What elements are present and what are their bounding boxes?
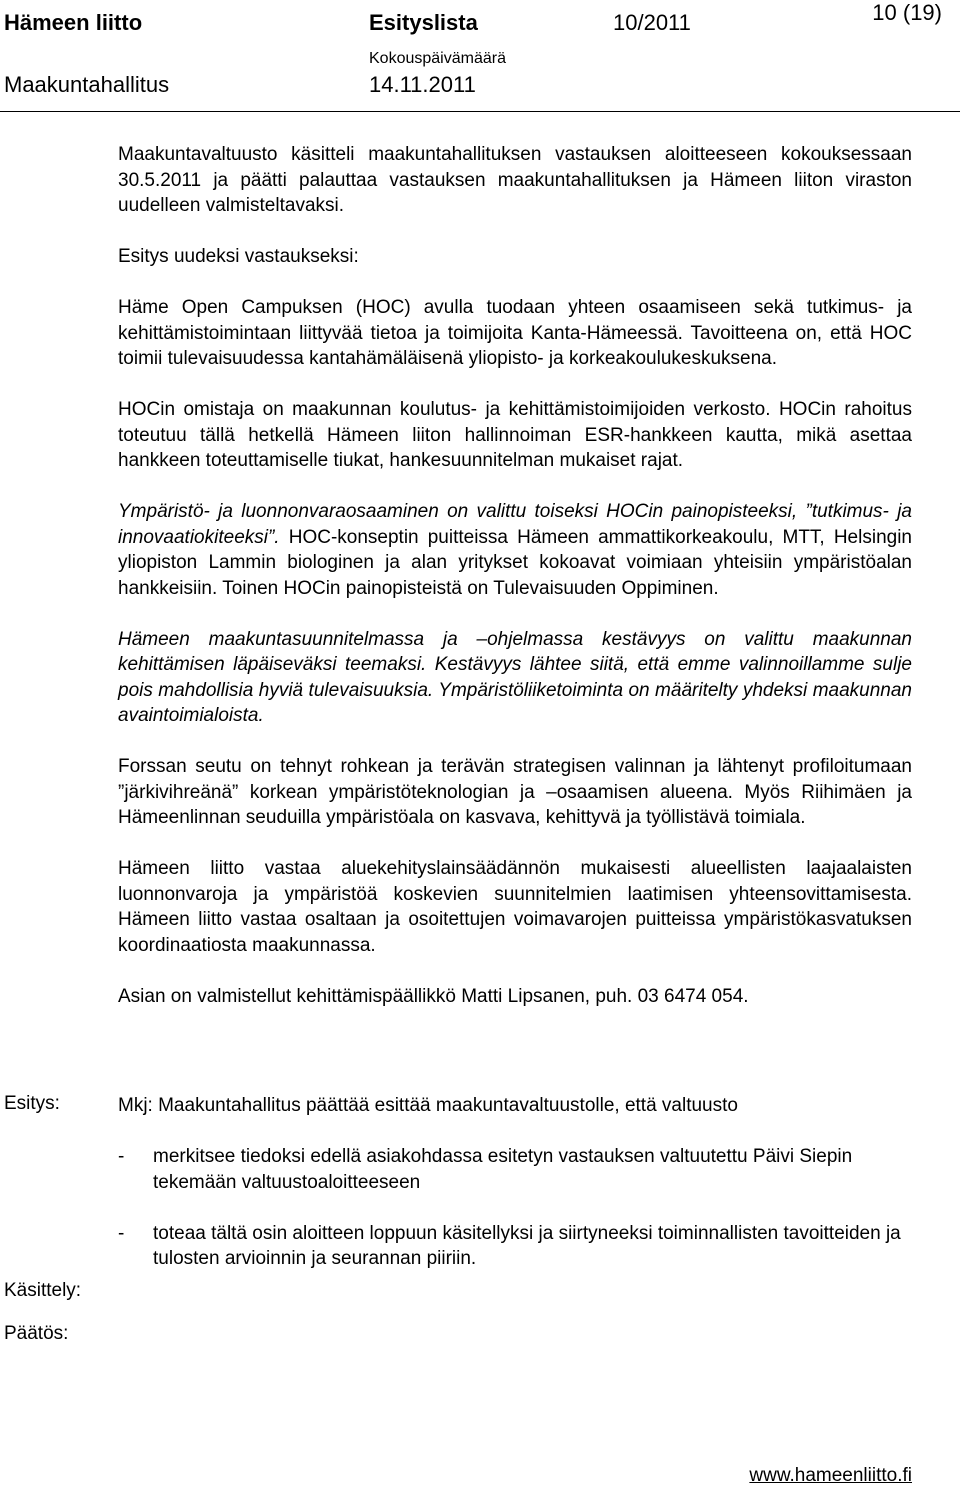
document-number: 10/2011 [613,10,691,35]
page-number: 10 (19) [872,0,942,25]
paragraph-council-handling: Maakuntavaltuusto käsitteli maakuntahallituksen vastauksen aloitteeseen kokouksessaan 30.5.2011 ja päätti palauttaa vastauksen maakuntahallituksen ja Hämeen liiton viraston uudelleen valmisteltavaksi. [118,144,912,216]
paragraph-hoc-intro: Häme Open Campuksen (HOC) avulla tuodaan yhteen osaamiseen sekä tutkimus- ja kehittämistoimintaan liittyvää tietoa ja toimijoita Kanta-Hämeessä. Tavoitteena on, että HOC toimii tulevaisuudessa kantahämäläisenä yliopisto- ja korkeakoulukeskuksena. [118,297,912,369]
organization-name: Hämeen liitto [4,10,143,35]
paragraph-hameen-liitto-role: Hämeen liitto vastaa aluekehityslainsäädännön mukaisesti alueellisten laajaalaisten luonnonvaroja ja ympäristöä koskevien suunnitelmien laatimisen yhteensovittamisesta. Hämeen liitto vastaa osaltaan ja osoitettujen voimavarojen puitteissa ympäristökasvatuksen koordinaatiosta maakunnassa. [118,858,912,956]
list-dash: - [118,1146,125,1167]
body-text [118,142,912,1035]
paragraph-proposal-heading: Esitys uudeksi vastaukseksi: [118,246,359,267]
list-dash: - [118,1222,125,1244]
paragraph-hoc-focus [118,499,912,601]
meeting-date: 14.11.2011 [369,72,476,97]
decision-label: Päätös: [4,1323,69,1344]
list-item-text: toteaa tältä osin aloitteen loppuun käsitellyksi ja siirtyneeksi toiminnallisten tavoitteiden ja tulosten arvioinnin ja seurannan piiriin. [153,1222,901,1269]
handling-label: Käsittely: [4,1280,82,1301]
proposal-label: Esitys: [4,1093,60,1114]
paragraph-preparer: Asian on valmistellut kehittämispäällikkö Matti Lipsanen, puh. 03 6474 054. [118,985,749,1007]
paragraph-sustainability: Hämeen maakuntasuunnitelmassa ja –ohjelmassa kestävyys on valittu maakunnan kehittämisen läpäiseväksi teemaksi. Kestävyys lähtee siitä, että emme valinnoillamme sulje pois mahdollisia hyviä tulevaisuuksia. Ympäristöliiketoiminta on määritelty yhdeksi maakunnan avaintoimialoista. [118,628,912,726]
meeting-date-label: Kokouspäivämäärä [369,50,506,67]
paragraph-forssa: Forssan seutu on tehnyt rohkean ja terävän strategisen valinnan ja lähtenyt profiloitumaan ”järkivihreänä” korkean ympäristöteknologian ja –osaamisen alueena. Myös Riihimäen ja Hämeenlinnan seuduilla ympäristöala on kasvava, kehittyvä ja työllistävä toimiala. [118,756,912,828]
list-item [118,1144,912,1195]
header-divider [0,111,960,112]
list-item [118,1221,912,1272]
document-type: Esityslista [369,10,478,35]
governing-body: Maakuntahallitus [4,72,170,97]
paragraph-hoc-ownership: HOCin omistaja on maakunnan koulutus- ja kehittämistoimijoiden verkosto. HOCin rahoitus toteutuu tällä hetkellä Hämeen liiton hallinnoiman ESR-hankkeen kautta, mikä asettaa hankkeen toteuttamiselle tiukat, hankesuunnitelman mukaiset rajat. [118,399,912,471]
italic-focus-statement: Ympäristö- ja luonnonvaraosaaminen on valittu toiseksi HOCin painopisteeksi, ”tutkimus- ja innovaatiokiteeksi”. [118,501,912,548]
website-link[interactable]: www.hameenliitto.fi [749,1465,912,1486]
focus-details: HOC-konseptin puitteissa Hämeen ammattikorkeakoulu, MTT, Helsingin yliopiston Lammin biologinen ja alan yritykset kokoavat voimiaan yhteisiin ympäristöalan hankkeisiin. Toinen HOCin painopisteistä on Tulevaisuuden Oppiminen. [118,526,912,599]
list-item-text: merkitsee tiedoksi edellä asiakohdassa esitetyn vastauksen valtuutettu Päivi Siepin tekemään valtuustoaloitteeseen [153,1146,853,1193]
proposal-section [118,1093,912,1297]
proposal-text: Mkj: Maakuntahallitus päättää esittää maakuntavaltuustolle, että valtuusto [118,1095,738,1116]
